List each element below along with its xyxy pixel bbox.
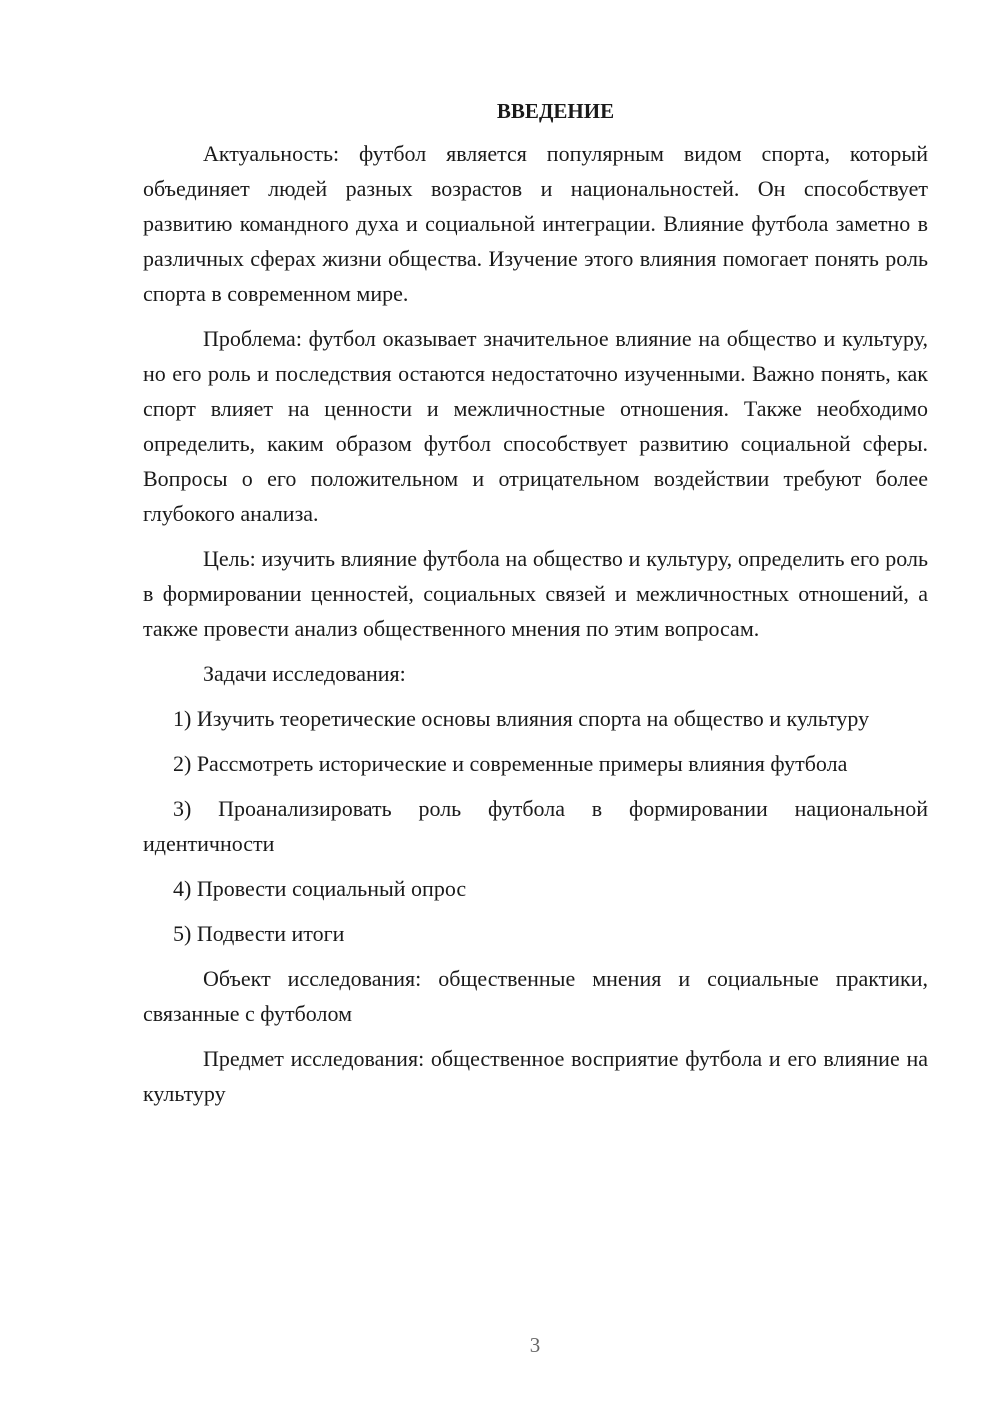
task-item-2: 2) Рассмотреть исторические и современные примеры влияния футбола [173,751,848,776]
object-paragraph: Объект исследования: общественные мнения и социальные практики, связанные с футболом [143,966,928,1026]
goal-paragraph: Цель: изучить влияние футбола на общество и культуру, определить его роль в формировании ценностей, социальных связей и межличностных отношений, а также провести анализ общественного мнения по этим вопросам. [143,546,928,641]
page-number: 3 [529,1333,541,1357]
task-item-3: 3) Проанализировать роль футбола в формировании национальной идентичности [143,796,928,856]
task-item-1: 1) Изучить теоретические основы влияния спорта на общество и культуру [173,706,870,731]
page-title: ВВЕДЕНИЕ [496,99,615,123]
relevance-paragraph: Актуальность: футбол является популярным видом спорта, который объединяет людей разных возрастов и национальностей. Он способствует развитию командного духа и социальной интеграции. Влияние футбола заметно в различных сферах жизни общества. Изучение этого влияния помогает понять роль спорта в современном мире. [143,141,928,306]
tasks-heading: Задачи исследования: [203,661,406,686]
page-content [143,96,928,1121]
subject-paragraph: Предмет исследования: общественное восприятие футбола и его влияние на культуру [143,1046,928,1106]
problem-paragraph: Проблема: футбол оказывает значительное влияние на общество и культуру, но его роль и последствия остаются недостаточно изученными. Важно понять, как спорт влияет на ценности и межличностные отношения. Также необходимо определить, каким образом футбол способствует развитию социальной сферы. Вопросы о его положительном и отрицательном воздействии требуют более глубокого анализа. [143,326,928,526]
task-item-5: 5) Подвести итоги [173,921,345,946]
task-item-4: 4) Провести социальный опрос [173,876,467,901]
